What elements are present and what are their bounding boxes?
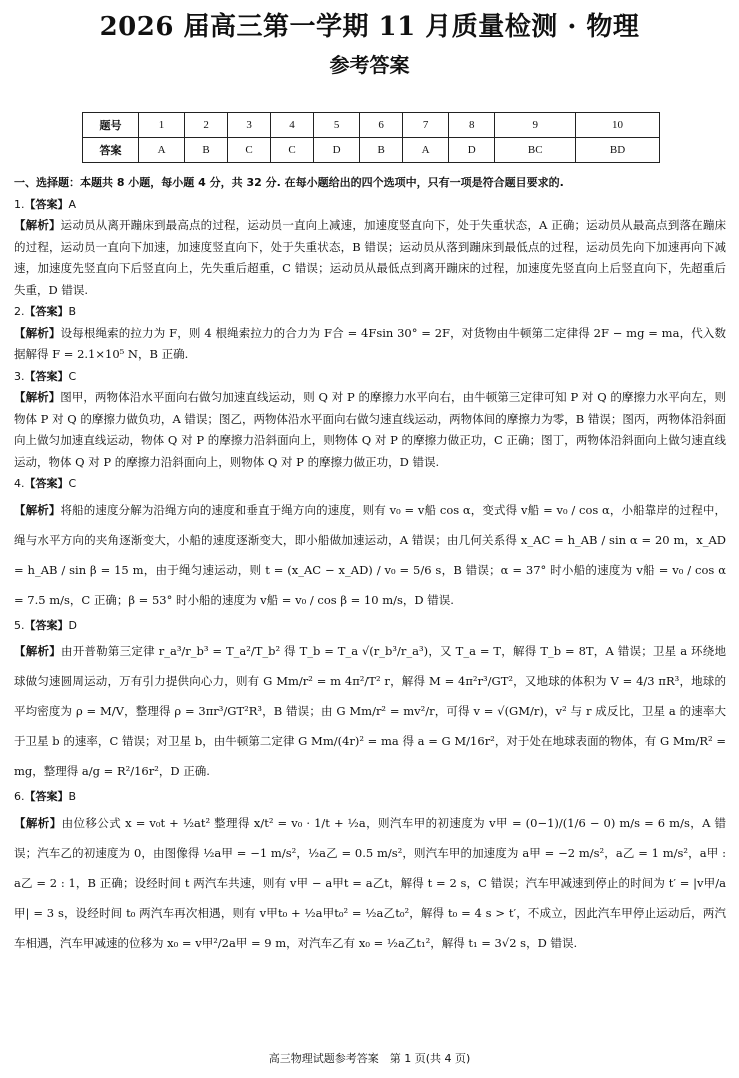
table-row-numbers (83, 113, 660, 138)
table-cell: 3 (228, 113, 271, 138)
section-title: 一、选择题：本题共 8 小题，每小题 4 分，共 32 分. 在每小题给出的四个选项中，只有一项是符合题目要求的. (14, 176, 564, 189)
table-cell: D (449, 138, 495, 163)
question-1-header: 1.【答案】A (14, 197, 77, 211)
table-row-answers (83, 138, 660, 163)
table-cell: 7 (403, 113, 449, 138)
row-label-number: 题号 (83, 113, 139, 138)
question-4-explanation: 【解析】将船的速度分解为沿绳方向的速度和垂直于绳方向的速度，则有 v₀ = v船 cos α，变式得 v船 = v₀ / cos α，小船靠岸的过程中，绳与水平方向的夹角逐渐变大，小船的速度逐渐变大，即小船做加速运动，A 错误；由几何关系得 x_AC = h_AB / sin α = 20 m，x_AD = h_AB / sin β = 15 m，由于绳匀速运动，则 t = (x_AC − x_AD) / v₀ = 5/6 s，B 错误；α = 37° 时小船的速度为 v船 = v₀ / cos α = 7.5 m/s，C 正确；β = 53° 时小船的速度为 v船 = v₀ / cos β = 10 m/s，D 错误. (14, 502, 727, 607)
question-3-header: 3.【答案】C (14, 369, 77, 383)
table-cell: 4 (271, 113, 314, 138)
question-6-explanation: 【解析】由位移公式 x = v₀t + ½at² 整理得 x/t² = v₀ · 1/t + ½a，则汽车甲的初速度为 v甲 = (0−1)/(1/6 − 0) m/s = 6 m/s，A 错误；汽车乙的初速度为 0，由图像得 ½a甲 = −1 m/s²，½a乙 = 0.5 m/s²，则汽车甲的加速度为 a甲 = −2 m/s²，a乙 = 1 m/s²，a甲 : a乙 = 2 : 1，B 正确；设经时间 t 两汽车共速，则有 v甲 − a甲t = a乙t，解得 t = 2 s，C 错误；汽车甲减速到停止的时间为 t′ = |v甲/a甲| = 3 s，设经时间 t₀ 两汽车再次相遇，则有 v甲t₀ + ½a甲t₀² = ½a乙t₀²，解得 t₀ = 4 s > t′，不成立，因此汽车甲停止运动后，两汽车相遇，汽车甲减速的位移为 x₀ = v甲²/2a甲 = 9 m，对汽车乙有 x₀ = ½a乙t₁²，解得 t₁ = 3√2 s，D 错误. (14, 815, 727, 950)
table-cell: 5 (314, 113, 360, 138)
table-cell: BC (495, 138, 576, 163)
table-cell: 2 (185, 113, 228, 138)
question-6-header: 6.【答案】B (14, 790, 77, 803)
answer-table (82, 112, 660, 163)
question-5-header: 5.【答案】D (14, 618, 77, 632)
page-title: 2026 届高三第一学期 11 月质量检测 · 物理 (99, 12, 640, 42)
question-4-header: 4.【答案】C (14, 477, 77, 490)
solutions-body (14, 172, 726, 958)
table-cell: B (185, 138, 228, 163)
row-label-answer: 答案 (83, 138, 139, 163)
table-cell: 8 (449, 113, 495, 138)
table-cell: A (403, 138, 449, 163)
question-2-header: 2.【答案】B (14, 305, 77, 318)
table-cell: 1 (139, 113, 185, 138)
table-cell: 9 (495, 113, 576, 138)
question-3-explanation: 【解析】图甲，两物体沿水平面向右做匀加速直线运动，则 Q 对 P 的摩擦力水平向右，由牛顿第三定律可知 P 对 Q 的摩擦力水平向左，则物体 P 对 Q 的摩擦力做负功，A 错误；图乙，两物体沿水平面向右做匀速直线运动，两物体间的摩擦力为零，B 错误；图丙，两物体沿斜面向上做匀加速直线运动，物体 Q 对 P 的摩擦力沿斜面向上，则物体 Q 对 P 的摩擦力做正功，C 正确；图丁，两物体沿斜面向上做匀速直线运动，物体 Q 对 P 的摩擦力沿斜面向上，则物体 Q 对 P 的摩擦力做正功，D 错误. (14, 390, 726, 469)
page-subtitle: 参考答案 (329, 53, 410, 77)
table-cell: D (314, 138, 360, 163)
question-2-explanation: 【解析】设每根绳索的拉力为 F，则 4 根绳索拉力的合力为 F合 = 4Fsin 30° = 2F，对货物由牛顿第二定律得 2F − mg = ma，代入数据解得 F = 2.1×10⁵ N，B 正确. (14, 325, 727, 361)
page-footer: 高三物理试题参考答案 第 1 页(共 4 页) (268, 1052, 471, 1065)
table-cell: BD (576, 138, 660, 163)
question-5-explanation: 【解析】由开普勒第三定律 r_a³/r_b³ = T_a²/T_b² 得 T_b = T_a √(r_b³/r_a³)，又 T_a = T，解得 T_b = 8T，A 错误；卫星 a 环绕地球做匀速圆周运动，万有引力提供向心力，则有 G Mm/r² = m 4π²/T² r，解得 M = 4π²r³/GT²，又地球的体积为 V = 4/3 πR³，地球的平均密度为 ρ = M/V，整理得 ρ = 3πr³/GT²R³，B 错误；由 G Mm/r² = mv²/r，可得 v = √(GM/r)，v² 与 r 成反比，卫星 a 的速率大于卫星 b 的速率，C 错误；对卫星 b，由牛顿第二定律 G Mm/(4r)² = ma 得 a = G M/16r²，对于处在地球表面的物体，有 G Mm/R² = mg，整理得 a/g = R²/16r²，D 正确. (14, 644, 726, 778)
table-cell: A (139, 138, 185, 163)
table-cell: 10 (576, 113, 660, 138)
table-cell: C (271, 138, 314, 163)
table-cell: B (360, 138, 403, 163)
table-cell: 6 (360, 113, 403, 138)
table-cell: C (228, 138, 271, 163)
question-1-explanation: 【解析】运动员从离开蹦床到最高点的过程，运动员一直向上减速，加速度竖直向下，处于失重状态，A 正确；运动员从最高点到落在蹦床的过程，运动员一直向下加速，加速度竖直向下，处于失重状态，B 错误；运动员从落到蹦床到最低点的过程，运动员先向下加速再向下减速，加速度先竖直向下后竖直向上，先失重后超重，C 错误；运动员从最低点到离开蹦床的过程，加速度先竖直向上后竖直向下，先超重后失重，D 错误. (14, 218, 726, 297)
